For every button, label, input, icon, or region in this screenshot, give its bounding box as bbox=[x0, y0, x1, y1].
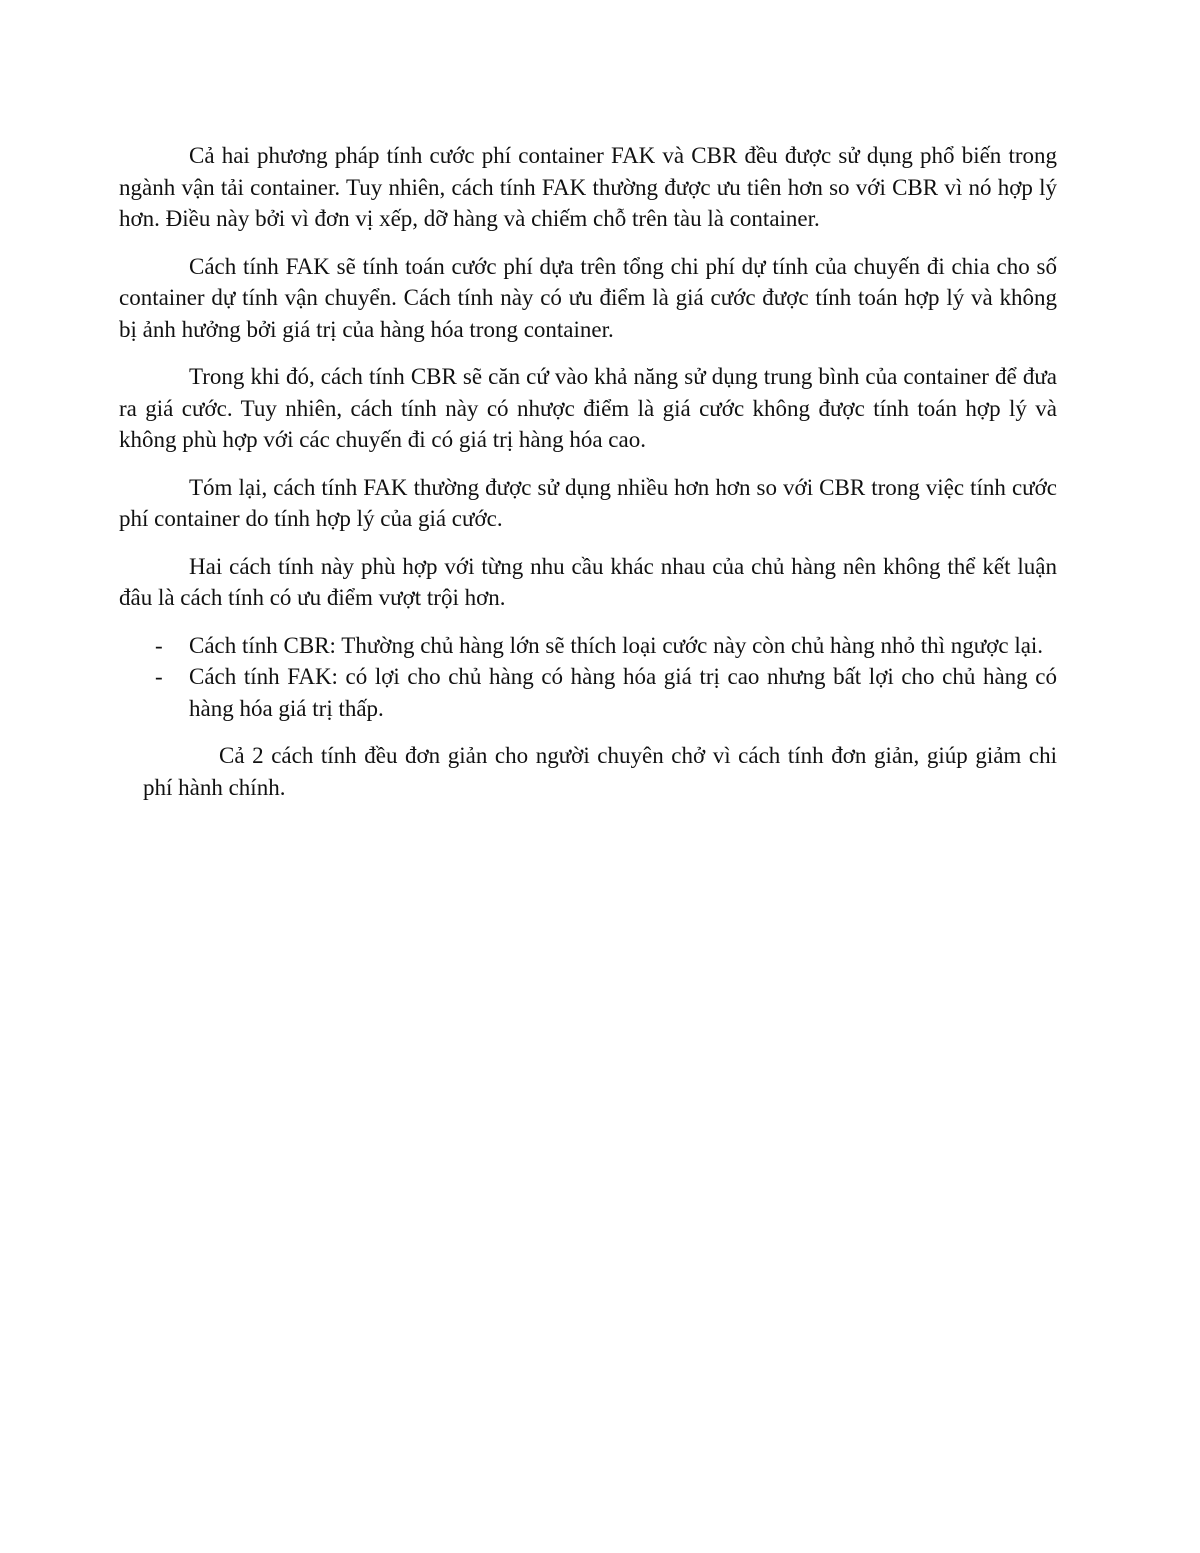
paragraph-intro: Cả hai phương pháp tính cước phí container FAK và CBR đều được sử dụng phổ biến trong ngành vận tải container. Tuy nhiên, cách tính FAK thường được ưu tiên hơn so với CBR vì nó hợp lý hơn. Điều này bởi vì đơn vị xếp, dỡ hàng và chiếm chỗ trên tàu là container. bbox=[119, 143, 1057, 231]
bullet-dash: - bbox=[155, 664, 163, 689]
bullet-text-cbr: Cách tính CBR: Thường chủ hàng lớn sẽ thích loại cước này còn chủ hàng nhỏ thì ngược lại. bbox=[189, 632, 1044, 658]
paragraph-cbr-method: Trong khi đó, cách tính CBR sẽ căn cứ vào khả năng sử dụng trung bình của container để đưa ra giá cước. Tuy nhiên, cách tính này có nhược điểm là giá cước không được tính toán hợp lý và không phù hợp với các chuyến đi có giá trị hàng hóa cao. bbox=[119, 364, 1057, 452]
bullet-item-cbr bbox=[119, 630, 1057, 662]
bullet-text-fak: Cách tính FAK: có lợi cho chủ hàng có hàng hóa giá trị cao nhưng bất lợi cho chủ hàng có hàng hóa giá trị thấp. bbox=[189, 664, 1057, 721]
bullet-item-fak bbox=[119, 661, 1057, 724]
paragraph-closing: Cả 2 cách tính đều đơn giản cho người chuyên chở vì cách tính đơn giản, giúp giảm chi phí hành chính. bbox=[143, 743, 1057, 800]
bullet-list bbox=[119, 630, 1057, 725]
paragraph-summary: Tóm lại, cách tính FAK thường được sử dụng nhiều hơn hơn so với CBR trong việc tính cước phí container do tính hợp lý của giá cước. bbox=[119, 474, 1057, 531]
bullet-dash: - bbox=[155, 632, 163, 658]
paragraph-comparison: Hai cách tính này phù hợp với từng nhu cầu khác nhau của chủ hàng nên không thể kết luận đâu là cách tính có ưu điểm vượt trội hơn. bbox=[119, 553, 1057, 610]
paragraph-fak-method: Cách tính FAK sẽ tính toán cước phí dựa trên tổng chi phí dự tính của chuyến đi chia cho số container dự tính vận chuyển. Cách tính này có ưu điểm là giá cước được tính toán hợp lý và không bị ảnh hưởng bởi giá trị của hàng hóa trong container. bbox=[119, 253, 1057, 342]
document-body bbox=[119, 140, 1057, 803]
